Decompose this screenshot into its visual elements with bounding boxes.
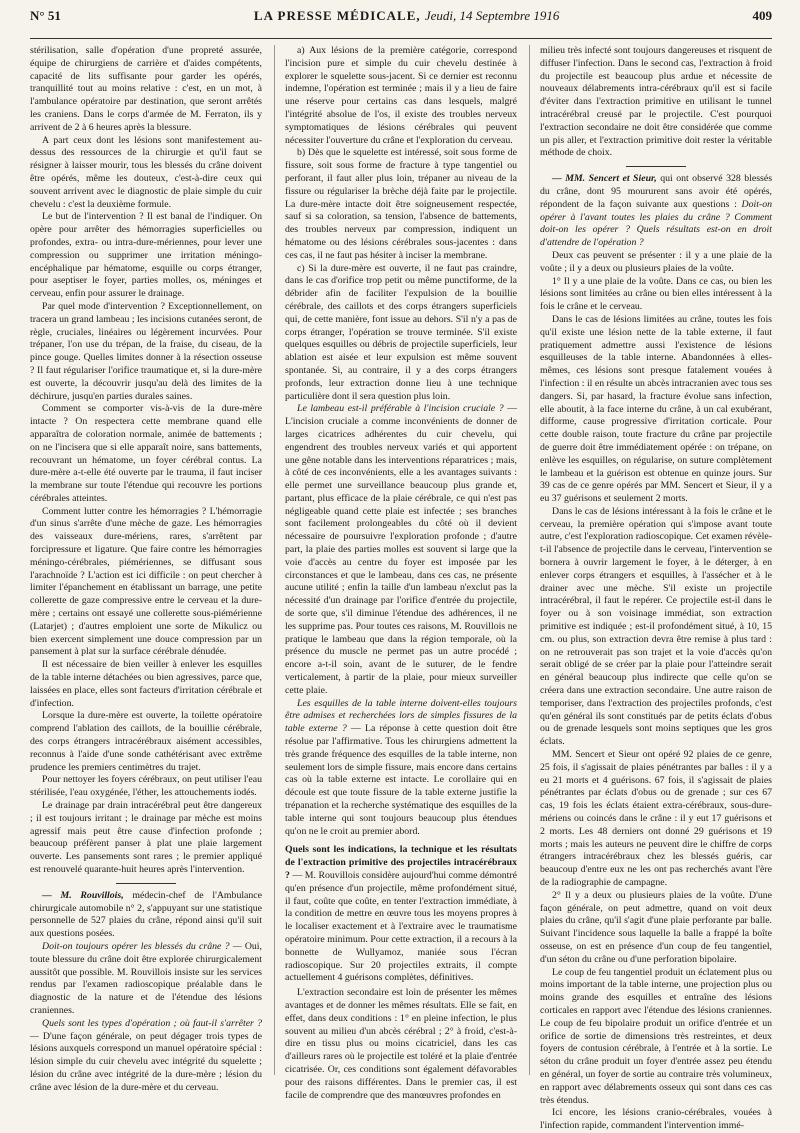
section-divider	[626, 166, 686, 167]
paragraph-text: qui ont observé 328 blessés du crâne, dont 95 moururent sans avoir été opérés, répondent de la façon suivante aux questions :	[540, 173, 773, 210]
journal-title-line	[254, 8, 560, 24]
paragraph: c) Si la dure-mère est ouverte, il ne faut pas craindre, dans le cas d'orifice trop petit ou même punctiforme, de la débrider afin de faciliter l'expulsion de la bouillie cérébrale, des caillots et des corps étrangers superficiels qui, de cette manière, font issue au dehors. S'il n'y a pas de corps étranger, l'opération se trouve terminée. S'il existe quelques esquilles ou débris de projectile superficiels, leur ablation est aisée et leur expulsion est même souvent spontanée. Si, au contraire, il y a des corps étrangers profonds, leur extraction donne lieu à une technique particulière dont il sera question plus loin.	[285, 262, 517, 402]
author-name: — MM. Sencert et Sieur,	[552, 173, 657, 185]
paragraph: Lorsque la dure-mère est ouverte, la toilette opératoire comprend l'ablation des caillots, de la bouillie cérébrale, des corps étrangers intracérébraux aisément accessibles, reconnus à l'aide d'une sonde cathétérisant avec extrême prudence les premiers centimètres du trajet.	[30, 710, 262, 773]
paragraph: Ici encore, les lésions cranio-cérébrales, vouées à l'infection rapide, commandent l'intervention immé-	[540, 1107, 772, 1132]
column-3	[529, 45, 773, 1132]
question-text: Doit-on opérer à l'avant toutes les plaies du crâne ? Comment doit-on les opérer ? Quels résultats est-on en droit d'attendre de l'opération ?	[540, 198, 772, 249]
answer-text: — La réponse à cette question doit être résolue par l'affirmative. Tous les chirurgiens admettent la très grande fréquence des esquilles de la table interne, non seulement lors de simple fissure, mais encore dans certains cas où la table externe est intacte. Le corollaire qui en découle est que toute fissure de la table externe justifie la trépanation et la recherche systématique des esquilles de la table interne qui sont toujours beaucoup plus étendues qu'on ne le croit au premier abord.	[285, 723, 517, 837]
answer-text: Oui, toute blessure du crâne doit être explorée chirurgicalement aussitôt que possible. M. Rouvillois insiste sur les services rendus par l'examen radioscopique préalable dans le diagnostic de la nature et de l'étendue des lésions craniennes.	[30, 940, 262, 1016]
paragraph: Dans le cas de lésions intéressant à la fois le crâne et le cerveau, la première opération qui s'impose avant toute autre, c'est l'exploration radioscopique. Cet examen révèle-t-il l'absence de projectile dans le cerveau, l'intervention se bornera à ouvrir largement le foyer, à le déterger, à en enlever corps étrangers et esquilles, à l'assécher et à le drainer avec une mèche. S'il existe un projectile intracérébral, il faut le repérer. Ce projectile est-il dans le foyer ou à son voisinage immédiat, son extraction primitive est indiquée ; est-il profondément situé, à 10, 15 cm. ou plus, son extraction devra être remise à plus tard : on ne retrouverait pas son trajet et la voie d'accès qu'on serait obligé de se créer par la plaie pour l'atteindre serait en général beaucoup plus indirecte que celle qu'on se créera dans une extraction secondaire. Une autre raison de temporiser, dans l'extraction des projectiles profonds, c'est qu'en général ils sont constitués par de petits éclats d'obus ou de grenade lesquels sont moins septiques que les gros éclats.	[540, 505, 772, 748]
paragraph: 2° Il y a deux ou plusieurs plaies de la voûte. D'une façon générale, on peut admettre, quand on voit deux plaies du crâne, qu'il s'agit d'une plaie perforante par balle. Suivant l'incidence sous laquelle la balle a frappé la boîte osseuse, on est en présence d'un coup de feu tangentiel, d'un séton du crâne ou d'une perforation bipolaire.	[540, 889, 772, 965]
paragraph-rouvillois	[30, 890, 262, 941]
question-text: Les esquilles de la table interne doivent-elles toujours être admises et recherchées lors de simples fissures de la table externe ?	[285, 697, 517, 735]
paragraph-q2	[30, 1018, 262, 1095]
journal-title: LA PRESSE MÉDICALE,	[253, 8, 421, 23]
column-2	[274, 45, 517, 1101]
issue-date: Jeudi, 14 Septembre 1916	[424, 8, 560, 23]
answer-text: — M. Rouvillois considère aujourd'hui comme démontré qu'en présence d'un projectile, même profondément situé, il faut, coûte que coûte, en tenter l'extraction immédiate, à la condition de mettre en œuvre tous les moyens propres à le localiser exactement et à l'extraire avec le traumatisme opératoire minimum. Pour cette extraction, il a recours à la bonnette de Wullyamoz, maniée sous l'écran radioscopique. Sur 20 projectiles extraits, il compte actuellement 4 guérisons complètes, définitives.	[285, 870, 517, 984]
question-text: Doit-on toujours opérer les blessés du crâne ? —	[42, 940, 242, 952]
paragraph-sencert	[540, 173, 772, 250]
heading-text: Quels sont les indications, la technique et les résultats de l'extraction primitive des projectiles intracérébraux ?	[285, 844, 517, 881]
paragraph: Le coup de feu tangentiel produit un éclatement plus ou moins important de la table interne, une projection plus ou moins grande des esquilles et entraîne des lésions corticales en rapport avec l'étendue des lésions craniennes. Le coup de feu bipolaire produit un orifice d'entrée et un orifice de sortie de dimensions très restreintes, et deux foyers de contusion cérébrale, à l'entrée et à la sortie. Le séton du crâne produit un foyer d'entrée assez peu étendu en général, un foyer de sortie au contraire très volumineux, en rapport avec délabrements osseux qui sont dans ces cas très étendus.	[540, 966, 772, 1106]
paragraph: Pour nettoyer les foyers cérébraux, on peut utiliser l'eau stérilisée, l'eau oxygénée, l'éther, les attouchements iodés.	[30, 774, 262, 799]
paragraph: Comment se comporter vis-à-vis de la dure-mère intacte ? On respectera cette membrane quand elle apparaîtra de coloration normale, animée de battements ; on ne l'incisera que si elle apparaît noire, sans battements, recouvrant un hématome, un foyer cérébral contus. La dure-mère a-t-elle été ouverte par le trauma, il faut inciser la membrane sur toute l'étendue qui recouvre les portions cérébrales atteintes.	[30, 403, 262, 504]
paragraph-q3	[285, 403, 517, 697]
paragraph: L'extraction secondaire est loin de présenter les mêmes avantages et de donner les mêmes résultats. Elle se fait, en effet, dans deux conditions : 1° en pleine infection, le plus souvent au milieu d'un abcès cérébral ; 2° à froid, c'est-à-dire en tissu plus ou moins cicatriciel, dans les cas d'ailleurs rares où le projectile est toléré et la plaie d'entrée cicatrisée. Or, ces conditions sont également défavorables pour des raisons différentes. Dans le premier cas, il est facile de comprendre que des manœuvres profondes en	[285, 987, 517, 1101]
page-header	[30, 0, 772, 39]
section-heading	[285, 844, 517, 985]
question-text: Le lambeau est-il préférable à l'incision cruciale ?	[297, 403, 504, 415]
paragraph: milieu très infecté sont toujours dangereuses et risquent de diffuser l'infection. Dans le second cas, l'extraction à froid du projectile est beaucoup plus ardue et nécessite de nouveaux délabrements intra-cérébraux qu'il est si facile d'éviter dans l'extraction primitive en utilisant le tunnel intracérébral creusé par le projectile. C'est pourquoi l'extraction secondaire ne doit être considérée que comme un pis aller, et l'extraction primitive doit rester la véritable méthode de choix.	[540, 45, 772, 159]
paragraph-q1	[30, 941, 262, 1018]
author-name: — M. Rouvillois,	[42, 889, 124, 901]
paragraph: MM. Sencert et Sieur ont opéré 92 plaies de ce genre, 25 fois, il s'agissait de plaies pénétrantes par balles : il y a eu 21 morts et 4 guérisons. 67 fois, il s'agissait de plaies pénétrantes par éclats d'obus ou de grenade ; sur ces 67 cas, 19 fois les éclats étaient extra-cérébraux, sous-dure-mériens ou coincés dans le crâne : il y eut 17 guérisons et 2 morts. Les 48 derniers ont donné 29 guérisons et 19 morts ; mais les auteurs ne peuvent dire le chiffre de corps étrangers intracérébraux chez les blessés guéris, car beaucoup d'entre eux ne les ont pas recherchés avant l'ère de la radiographie de campagne.	[540, 749, 772, 888]
paragraph-text: médecin-chef de l'Ambulance chirurgicale automobile n° 2, s'appuyant sur une statistique personnelle de 527 plaies du crâne, répond ainsi qu'il suit aux questions posées.	[30, 889, 263, 940]
section-divider	[116, 883, 176, 884]
paragraph: 1° Il y a une plaie de la voûte. Dans ce cas, ou bien les lésions sont limitées au crâne ou bien elles intéressent à la fois le crâne et le cerveau.	[540, 275, 772, 313]
answer-text: D'une façon générale, on peut dégager trois types de lésions auxquels correspond un manuel opératoire spécial : lésion simple du cuir chevelu avec intégrité du squelette ; lésion du crâne avec intégrité de la dure-mère ; lésion du crâne avec lésion de la dure-mère et du cerveau.	[30, 1030, 262, 1093]
paragraph: Le drainage par drain intracérébral peut être dangereux ; il est toujours irritant ; le drainage par mèche est moins agressif mais peut être cause d'infection profonde ; beaucoup préfèrent panser à plat une plaie largement ouverte. Les pansements sont rares ; le premier appliqué est renouvelé quarante-huit heures après l'intervention.	[30, 800, 262, 875]
paragraph: stérilisation, salle d'opération d'une propreté assurée, équipe de chirurgiens de carrière et d'aides compétents, capacité de lits suffisante pour garder les opérés, tranquillité tout au moins relative : c'est, en un mot, à l'ambulance opératoire par destination, que seront arrêtés les craniens. Dans le corps d'armée de M. Ferraton, ils y arrivent de 2 à 6 heures après la blessure.	[30, 45, 262, 133]
paragraph: Le but de l'intervention ? Il est banal de l'indiquer. On opère pour arrêter des hémorragies superficielles ou profondes, extra- ou intra-dure-mériennes, pour lever une compression ou supprimer une irritation méningo-encéphalique par hématome, esquille ou corps étranger, pour aseptiser le foyer, parties molles, os, méninges et cerveau, enfin pour assurer le drainage.	[30, 211, 262, 300]
article-columns	[30, 45, 773, 1132]
paragraph: Par quel mode d'intervention ? Exceptionnellement, on tracera un grand lambeau ; les incisions cutanées seront, de règle, cruciales, linéaires ou légèrement incurvées. Pour trépaner, l'on use du trépan, de la fraise, du ciseau, de la pince gouge. Quelles limites donner à la résection osseuse ? Il faut régulariser l'orifice traumatique et, si la dure-mère est ouverte, la découvrir jusqu'au delà des limites de la déchirure, jusqu'en parties durales saines.	[30, 300, 262, 402]
column-1	[30, 45, 263, 1093]
paragraph: Deux cas peuvent se présenter : il y a une plaie de la voûte ; il y a deux ou plusieurs plaies de la voûte.	[540, 249, 772, 274]
question-text: Quels sont les types d'opération ; où faut-il s'arrêter ? —	[30, 1017, 262, 1042]
page-number: 409	[752, 8, 772, 23]
paragraph: Comment lutter contre les hémorragies ? L'hémorragie d'un sinus s'arrête d'une mèche de gaze. Les hémorragies des vaisseaux dure-mériens, rares, s'arrêtent par forcipressure et ligature. Que faire contre les hémorragies méningo-cérébrales, piémériennes, se diffusant sous l'arachnoïde ? L'action est ici difficile : on peut chercher à limiter l'épanchement en établissant un barrage, une petite collerette de gaze compressive entre le cerveau et la dure-mère ; certains ont essayé une collerette sous-piémérienne (Latarjet) ; d'autres emploient une sorte de Mikulicz ou bien exercent simplement une douce compression par un pansement à plat sur la surface cérébrale dénudée.	[30, 505, 262, 658]
paragraph: a) Aux lésions de la première catégorie, correspond l'incision pure et simple du cuir chevelu destinée à explorer le squelette sous-jacent. Si ce dernier est reconnu indemne, l'opération est terminée ; mais il y a lieu de faire une réserve pour certains cas dans lesquels, malgré l'intégrité absolue de l'os, il existe des troubles nerveux symptomatiques de lésions cérébrales qui peuvent nécessiter l'ouverture du crâne et l'exploration du cerveau.	[285, 45, 517, 146]
answer-text: — L'incision cruciale a comme inconvénients de donner de larges cicatrices adhérentes du cuir chevelu, qui engendrent des troubles nerveux variés et qui apportent une gêne notable dans les interventions réparatrices ; mais, à côté de ces inconvénients, elle a les avantages suivants : elle permet une surveillance beaucoup plus grande et, partant, plus efficace de la plaie cérébrale, ce qui n'est pas négligeable quand cette plaie est infectée ; ses branches sont facilement prolongeables du côté où il devient nécessaire de poursuivre l'exploration profonde ; d'autre part, la plaie des parties molles est souvent si large que la voie d'accès au centre du foyer est imposée par les circonstances et que le lambeau, dans ces cas, ne présente aucune utilité ; enfin la taille d'un lambeau n'exclut pas la nécessité d'un drainage par l'orifice d'entrée du projectile, de sorte que, s'il diminue l'étendue des adhérences, il ne les supprime pas. Pour toutes ces raisons, M. Rouvillois ne pratique le lambeau que dans la région temporale, où la présence du muscle ne permet pas un autre procédé ; encore a-t-il soin, avant de le suturer, de le fendre verticalement, à partir de la plaie, pour mieux surveiller cette plaie.	[285, 403, 517, 696]
paragraph: Il est nécessaire de bien veiller à enlever les esquilles de la table interne détachées ou bien agressives, parce que, laissées en place, elles sont facteurs d'irritation cérébrale et d'infection.	[30, 659, 262, 709]
paragraph: A part ceux dont les lésions sont manifestement au-dessus des ressources de la chirurgie et qu'il faut se résigner à laisser mourir, tous les blessés du crâne doivent être opérés, même les douteux, c'est-à-dire ceux qui souvent arrivent avec le diagnostic de plaie simple du cuir chevelu : c'est la deuxième formule.	[30, 134, 262, 210]
paragraph: Dans le cas de lésions limitées au crâne, toutes les fois qu'il existe une lésion nette de la table externe, il faut pratiquement admettre aussi l'existence de lésions esquilleuses de la table interne. Abandonnées à elles-mêmes, ces lésions sont presque fatalement vouées à l'infection : il en résulte un abcès intracranien avec tous ses dangers. Si, par hasard, la fracture évolue sans infection, elle aboutit, à la face interne du crâne, à un cal exubérant, difforme, cause progressive d'irritation corticale. Pour cette double raison, toute fracture du crâne par projectile de guerre doit être immédiatement opérée : on trépane, on enlève les esquilles, on régularise, on suture complètement le lambeau et la guérison est obtenue en quinze jours. Sur 39 cas de ce genre opérés par MM. Sencert et Sieur, il y a eu 37 guérisons et seulement 2 morts.	[540, 313, 772, 505]
paragraph-q4	[285, 698, 517, 839]
paragraph: b) Dès que le squelette est intéressé, soit sous forme de fissure, soit sous forme de fracture à type tangentiel ou perforant, il faut aller plus loin, trépaner au niveau de la fissure ou régulariser la brèche déjà faite par le projectile. La dure-mère intacte doit être soigneusement respectée, sauf si sa coloration, sa tension, l'absence de battements, des troubles nerveux par compression, indiquent un hématome ou des lésions cérébrales sous-jacentes : dans ces cas, il ne faut pas hésiter à inciser la membrane.	[285, 147, 517, 261]
issue-number: N° 51	[30, 8, 61, 23]
